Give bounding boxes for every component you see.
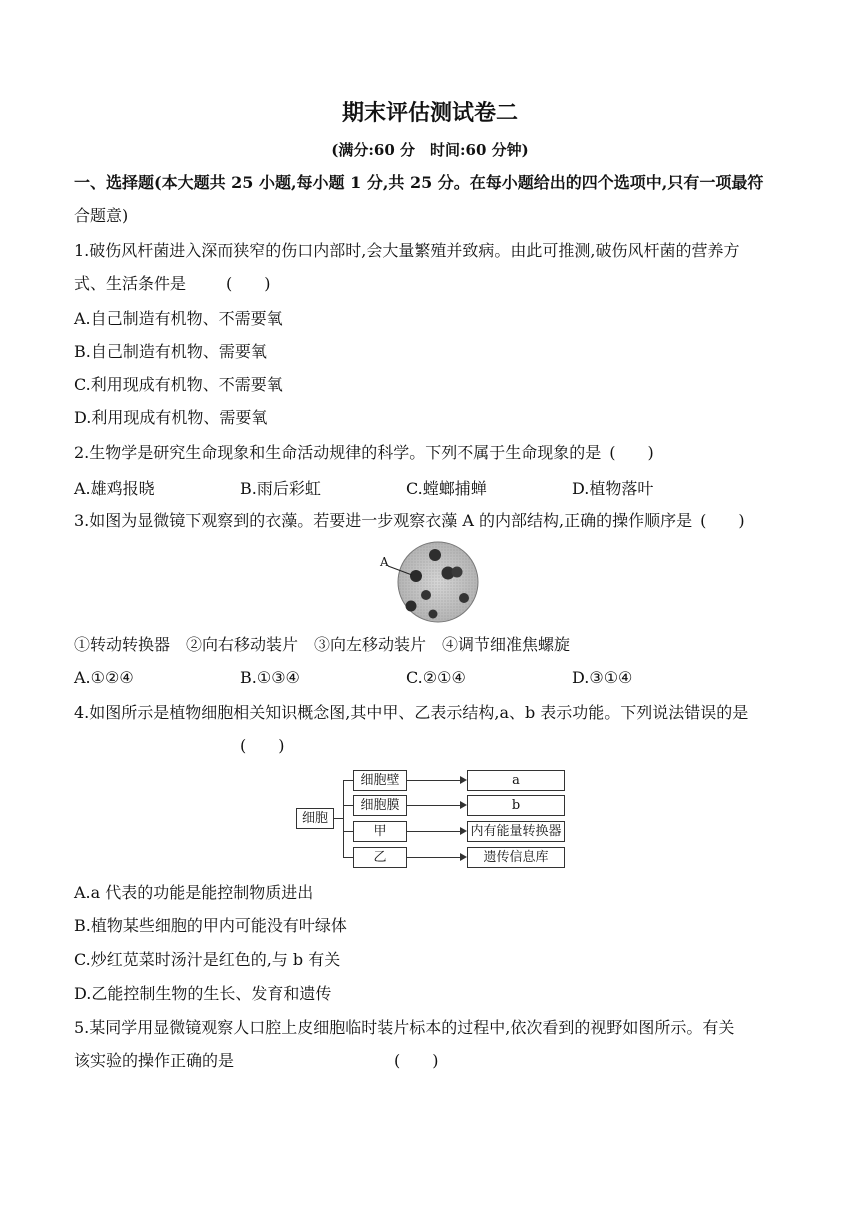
q3-option-b: B.①③④ xyxy=(240,668,300,687)
q2-option-a: A.雄鸡报晓 xyxy=(74,479,155,498)
q4-option-b: B.植物某些细胞的甲内可能没有叶绿体 xyxy=(74,916,347,935)
function-energy-converter: 内有能量转换器 xyxy=(467,821,565,842)
q3-answer-paren: ( ) xyxy=(700,511,745,530)
q5-stem-cont-text: 该实验的操作正确的是 xyxy=(74,1051,235,1070)
figure-label-a: A xyxy=(380,555,389,569)
structure-cell-membrane: 细胞膜 xyxy=(353,795,407,816)
q2-stem xyxy=(74,442,654,464)
q3-option-c: C.②①④ xyxy=(406,668,466,687)
structure-cell-wall: 细胞壁 xyxy=(353,770,407,791)
page-subtitle: (满分:60 分 时间:60 分钟) xyxy=(331,141,529,159)
q5-stem: 5.某同学用显微镜观察人口腔上皮细胞临时装片标本的过程中,依次看到的视野如图所示。有关 xyxy=(74,1018,735,1037)
function-a: a xyxy=(467,770,565,791)
concept-map xyxy=(296,768,568,868)
page-title: 期末评估测试卷二 xyxy=(341,101,518,126)
q3-stem xyxy=(74,510,745,532)
structure-jia: 甲 xyxy=(353,821,407,842)
q3-stem-text: 3.如图为显微镜下观察到的衣藻。若要进一步观察衣藻 A 的内部结构,正确的操作顺序是 xyxy=(74,511,693,530)
q4-option-c: C.炒红苋菜时汤汁是红色的,与 b 有关 xyxy=(74,950,341,969)
q1-stem: 1.破伤风杆菌进入深而狭窄的伤口内部时,会大量繁殖并致病。由此可推测,破伤风杆菌的营养方 xyxy=(74,241,740,260)
q2-answer-paren: ( ) xyxy=(609,443,654,462)
q1-stem-cont-text: 式、生活条件是 xyxy=(74,274,187,293)
q5-answer-paren: ( ) xyxy=(394,1051,439,1070)
q2-stem-text: 2.生物学是研究生命现象和生命活动规律的科学。下列不属于生命现象的是 xyxy=(74,443,602,462)
concept-map-root: 细胞 xyxy=(296,808,334,829)
q2-option-d: D.植物落叶 xyxy=(572,479,654,498)
function-genetic-library: 遗传信息库 xyxy=(467,847,565,868)
q4-answer-paren: ( ) xyxy=(240,736,285,755)
section-heading: 一、选择题(本大题共 25 小题,每小题 1 分,共 25 分。在每小题给出的四个选项中,只有一项最符 xyxy=(74,173,764,192)
q3-steps: ①转动转换器 ②向右移动装片 ③向左移动装片 ④调节细准焦螺旋 xyxy=(74,635,571,654)
q1-answer-paren: ( ) xyxy=(226,274,271,293)
structure-yi: 乙 xyxy=(353,847,407,868)
q1-stem-cont xyxy=(74,273,271,295)
q4-option-d: D.乙能控制生物的生长、发育和遗传 xyxy=(74,984,332,1003)
q3-option-a: A.①②④ xyxy=(74,668,134,687)
q1-option-c: C.利用现成有机物、不需要氧 xyxy=(74,375,283,394)
q5-stem-cont xyxy=(74,1050,439,1072)
section-heading-cont: 合题意) xyxy=(74,206,129,225)
q4-option-a: A.a 代表的功能是能控制物质进出 xyxy=(74,883,314,902)
microscope-field-figure xyxy=(378,540,488,626)
q4-stem: 4.如图所示是植物细胞相关知识概念图,其中甲、乙表示结构,a、b 表示功能。下列说法错误的是 xyxy=(74,703,749,722)
q1-option-d: D.利用现成有机物、需要氧 xyxy=(74,408,268,427)
q1-option-a: A.自己制造有机物、不需要氧 xyxy=(74,309,283,328)
q2-option-b: B.雨后彩虹 xyxy=(240,479,321,498)
q3-option-d: D.③①④ xyxy=(572,668,633,687)
q1-option-b: B.自己制造有机物、需要氧 xyxy=(74,342,267,361)
function-b: b xyxy=(467,795,565,816)
q2-option-c: C.螳螂捕蝉 xyxy=(406,479,487,498)
